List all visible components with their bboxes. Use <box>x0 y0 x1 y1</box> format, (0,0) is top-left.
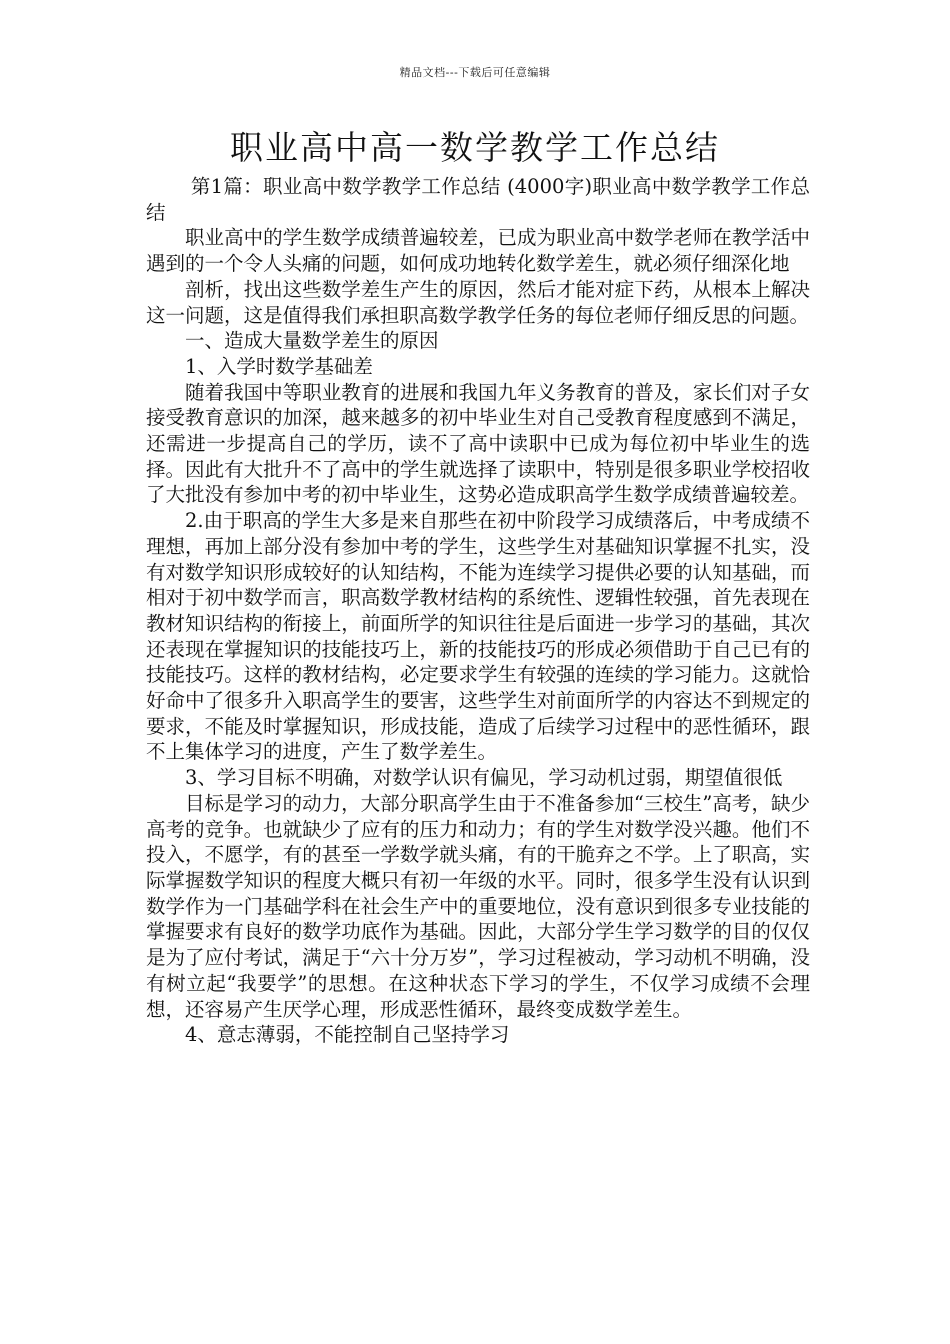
document-title: 职业高中高一数学教学工作总结 <box>230 128 720 167</box>
paragraph: 第1篇：职业高中数学教学工作总结 (4000字)职业高中数学教学工作总结 <box>146 175 810 224</box>
subsection-heading: 4、意志薄弱，不能控制自己坚持学习 <box>185 1023 510 1047</box>
paragraph: 2.由于职高的学生大多是来自那些在初中阶段学习成绩落后，中考成绩不理想，再加上部分没有参加中考的学生，这些学生对基础知识掌握不扎实，没有对数学知识形成较好的认知结构，不能为连续学习提供必要的认知基础，而相对于初中数学而言，职高数学教材结构的系统性、逻辑性较强，首先表现在教材知识结构的衔接上，前面所学的知识往往是后面进一步学习的基础，其次还表现在掌握知识的技能技巧上，新的技能技巧的形成必须借助于自己已有的技能技巧。这样的教材结构，必定要求学生有较强的连续的学习能力。这就恰好命中了很多升入职高学生的要害，这些学生对前面所学的内容达不到规定的要求，不能及时掌握知识，形成技能，造成了后续学习过程中的恶性循环，跟不上集体学习的进度，产生了数学差生。 <box>146 509 810 764</box>
header-note: 精品文档---下载后可任意编辑 <box>399 66 551 79</box>
paragraph: 随着我国中等职业教育的进展和我国九年义务教育的普及，家长们对子女接受教育意识的加深，越来越多的初中毕业生对自己受教育程度感到不满足，还需进一步提高自己的学历，读不了高中读职中已成为每位初中毕业生的选择。因此有大批升不了高中的学生就选择了读职中，特别是很多职业学校招收了大批没有参加中考的初中毕业生，这势必造成职高学生数学成绩普遍较差。 <box>146 380 810 507</box>
subsection-heading: 3、学习目标不明确，对数学认识有偏见，学习动机过弱，期望值很低 <box>185 766 783 790</box>
paragraph: 目标是学习的动力，大部分职高学生由于不准备参加“三校生”高考，缺少高考的竞争。也就缺少了应有的压力和动力；有的学生对数学没兴趣。他们不投入，不愿学，有的甚至一学数学就头痛，有的干脆弃之不学。上了职高，实际掌握数学知识的程度大概只有初一年级的水平。同时，很多学生没有认识到数学作为一门基础学科在社会生产中的重要地位，没有意识到很多专业技能的掌握要求有良好的数学功底作为基础。因此，大部分学生学习数学的目的仅仅是为了应付考试，满足于“六十分万岁”，学习过程被动，学习动机不明确，没有树立起“我要学”的思想。在这种状态下学习的学生，不仅学习成绩不会理想，还容易产生厌学心理，形成恶性循环，最终变成数学差生。 <box>146 791 810 1021</box>
document-body <box>146 174 810 1048</box>
paragraph: 职业高中的学生数学成绩普遍较差，已成为职业高中数学老师在教学活中遇到的一个令人头痛的问题，如何成功地转化数学差生，就必须仔细深化地 <box>146 226 810 276</box>
section-heading: 一、造成大量数学差生的原因 <box>185 329 439 353</box>
subsection-heading: 1、入学时数学基础差 <box>185 354 373 378</box>
paragraph: 剖析，找出这些数学差生产生的原因，然后才能对症下药，从根本上解决这一问题，这是值得我们承担职高数学教学任务的每位老师仔细反思的问题。 <box>146 277 810 327</box>
